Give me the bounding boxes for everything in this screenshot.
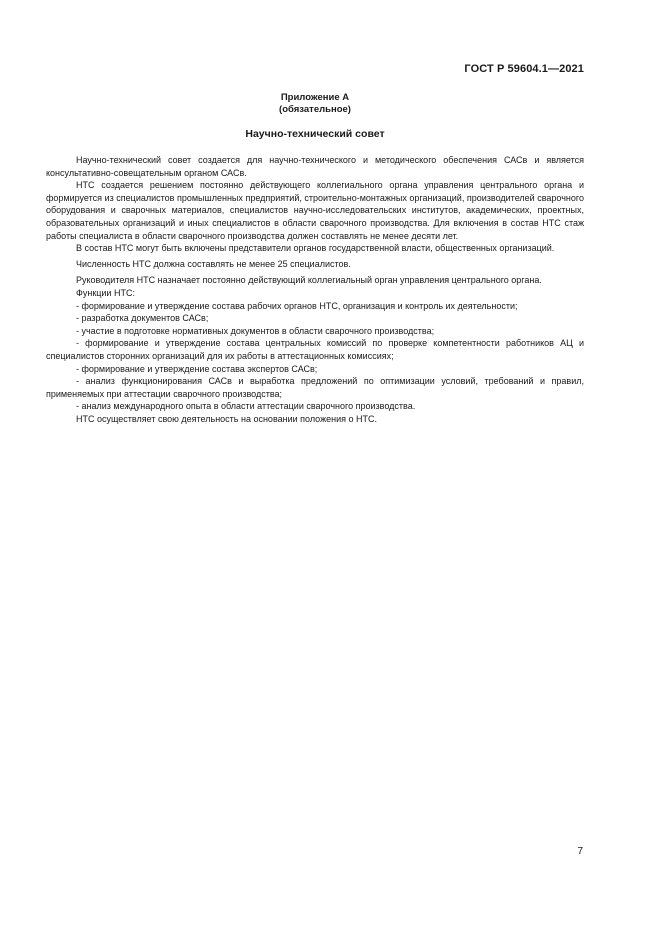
list-item: - анализ международного опыта в области аттестации сварочного производства. bbox=[76, 401, 416, 412]
paragraph: НТС осуществляет свою деятельность на основании положения о НТС. bbox=[76, 413, 377, 424]
list-item: - формирование и утверждение состава рабочих органов НТС, организация и контроль их деятельности; bbox=[76, 300, 518, 311]
list-item: - разработка документов САСв; bbox=[76, 313, 209, 324]
list-item: - формирование и утверждение состава экспертов САСв; bbox=[76, 363, 318, 374]
list-item: - формирование и утверждение состава центральных комиссий по проверке компетентности работников АЦ и специалистов сторонних организаций для их работы в аттестационных комиссиях; bbox=[46, 338, 584, 361]
section-title: Научно-технический совет bbox=[245, 128, 385, 140]
paragraph: НТС создается решением постоянно действующего коллегиального органа управления центрального органа и формируется из специалистов промышленных предприятий, строительно-монтажных организаций, производителей сварочного оборудования и сварочных материалов, специалистов научно-исследовательских институтов, академических, проектных, образовательных организаций и иных специалистов в области сварочного производства. Для включения в состав НТС стаж работы специалиста в области сварочного производства должен составлять не менее десяти лет. bbox=[46, 180, 584, 241]
annex-heading bbox=[0, 92, 630, 116]
list-item: - анализ функционирования САСв и выработка предложений по оптимизации условий, требований и правил, применяемых при аттестации сварочного производства; bbox=[46, 376, 584, 399]
list-item: - участие в подготовке нормативных документов в области сварочного производства; bbox=[76, 325, 435, 336]
body-text bbox=[46, 154, 584, 425]
annex-title: Приложение А bbox=[280, 92, 350, 103]
functions-heading: Функции НТС: bbox=[76, 287, 135, 298]
page-number: 7 bbox=[577, 846, 583, 857]
paragraph: Руководителя НТС назначает постоянно действующий коллегиальный орган управления центрального органа. bbox=[76, 275, 542, 286]
paragraph: В состав НТС могут быть включены представители органов государственной власти, общественных организаций. bbox=[76, 243, 555, 254]
annex-status: (обязательное) bbox=[279, 104, 351, 115]
paragraph: Численность НТС должна составлять не менее 25 специалистов. bbox=[76, 259, 351, 270]
standard-designation: ГОСТ Р 59604.1—2021 bbox=[464, 63, 584, 75]
paragraph: Научно-технический совет создается для научно-технического и методического обеспечения САСв и является консультативно-совещательным органом САСв. bbox=[46, 155, 584, 178]
